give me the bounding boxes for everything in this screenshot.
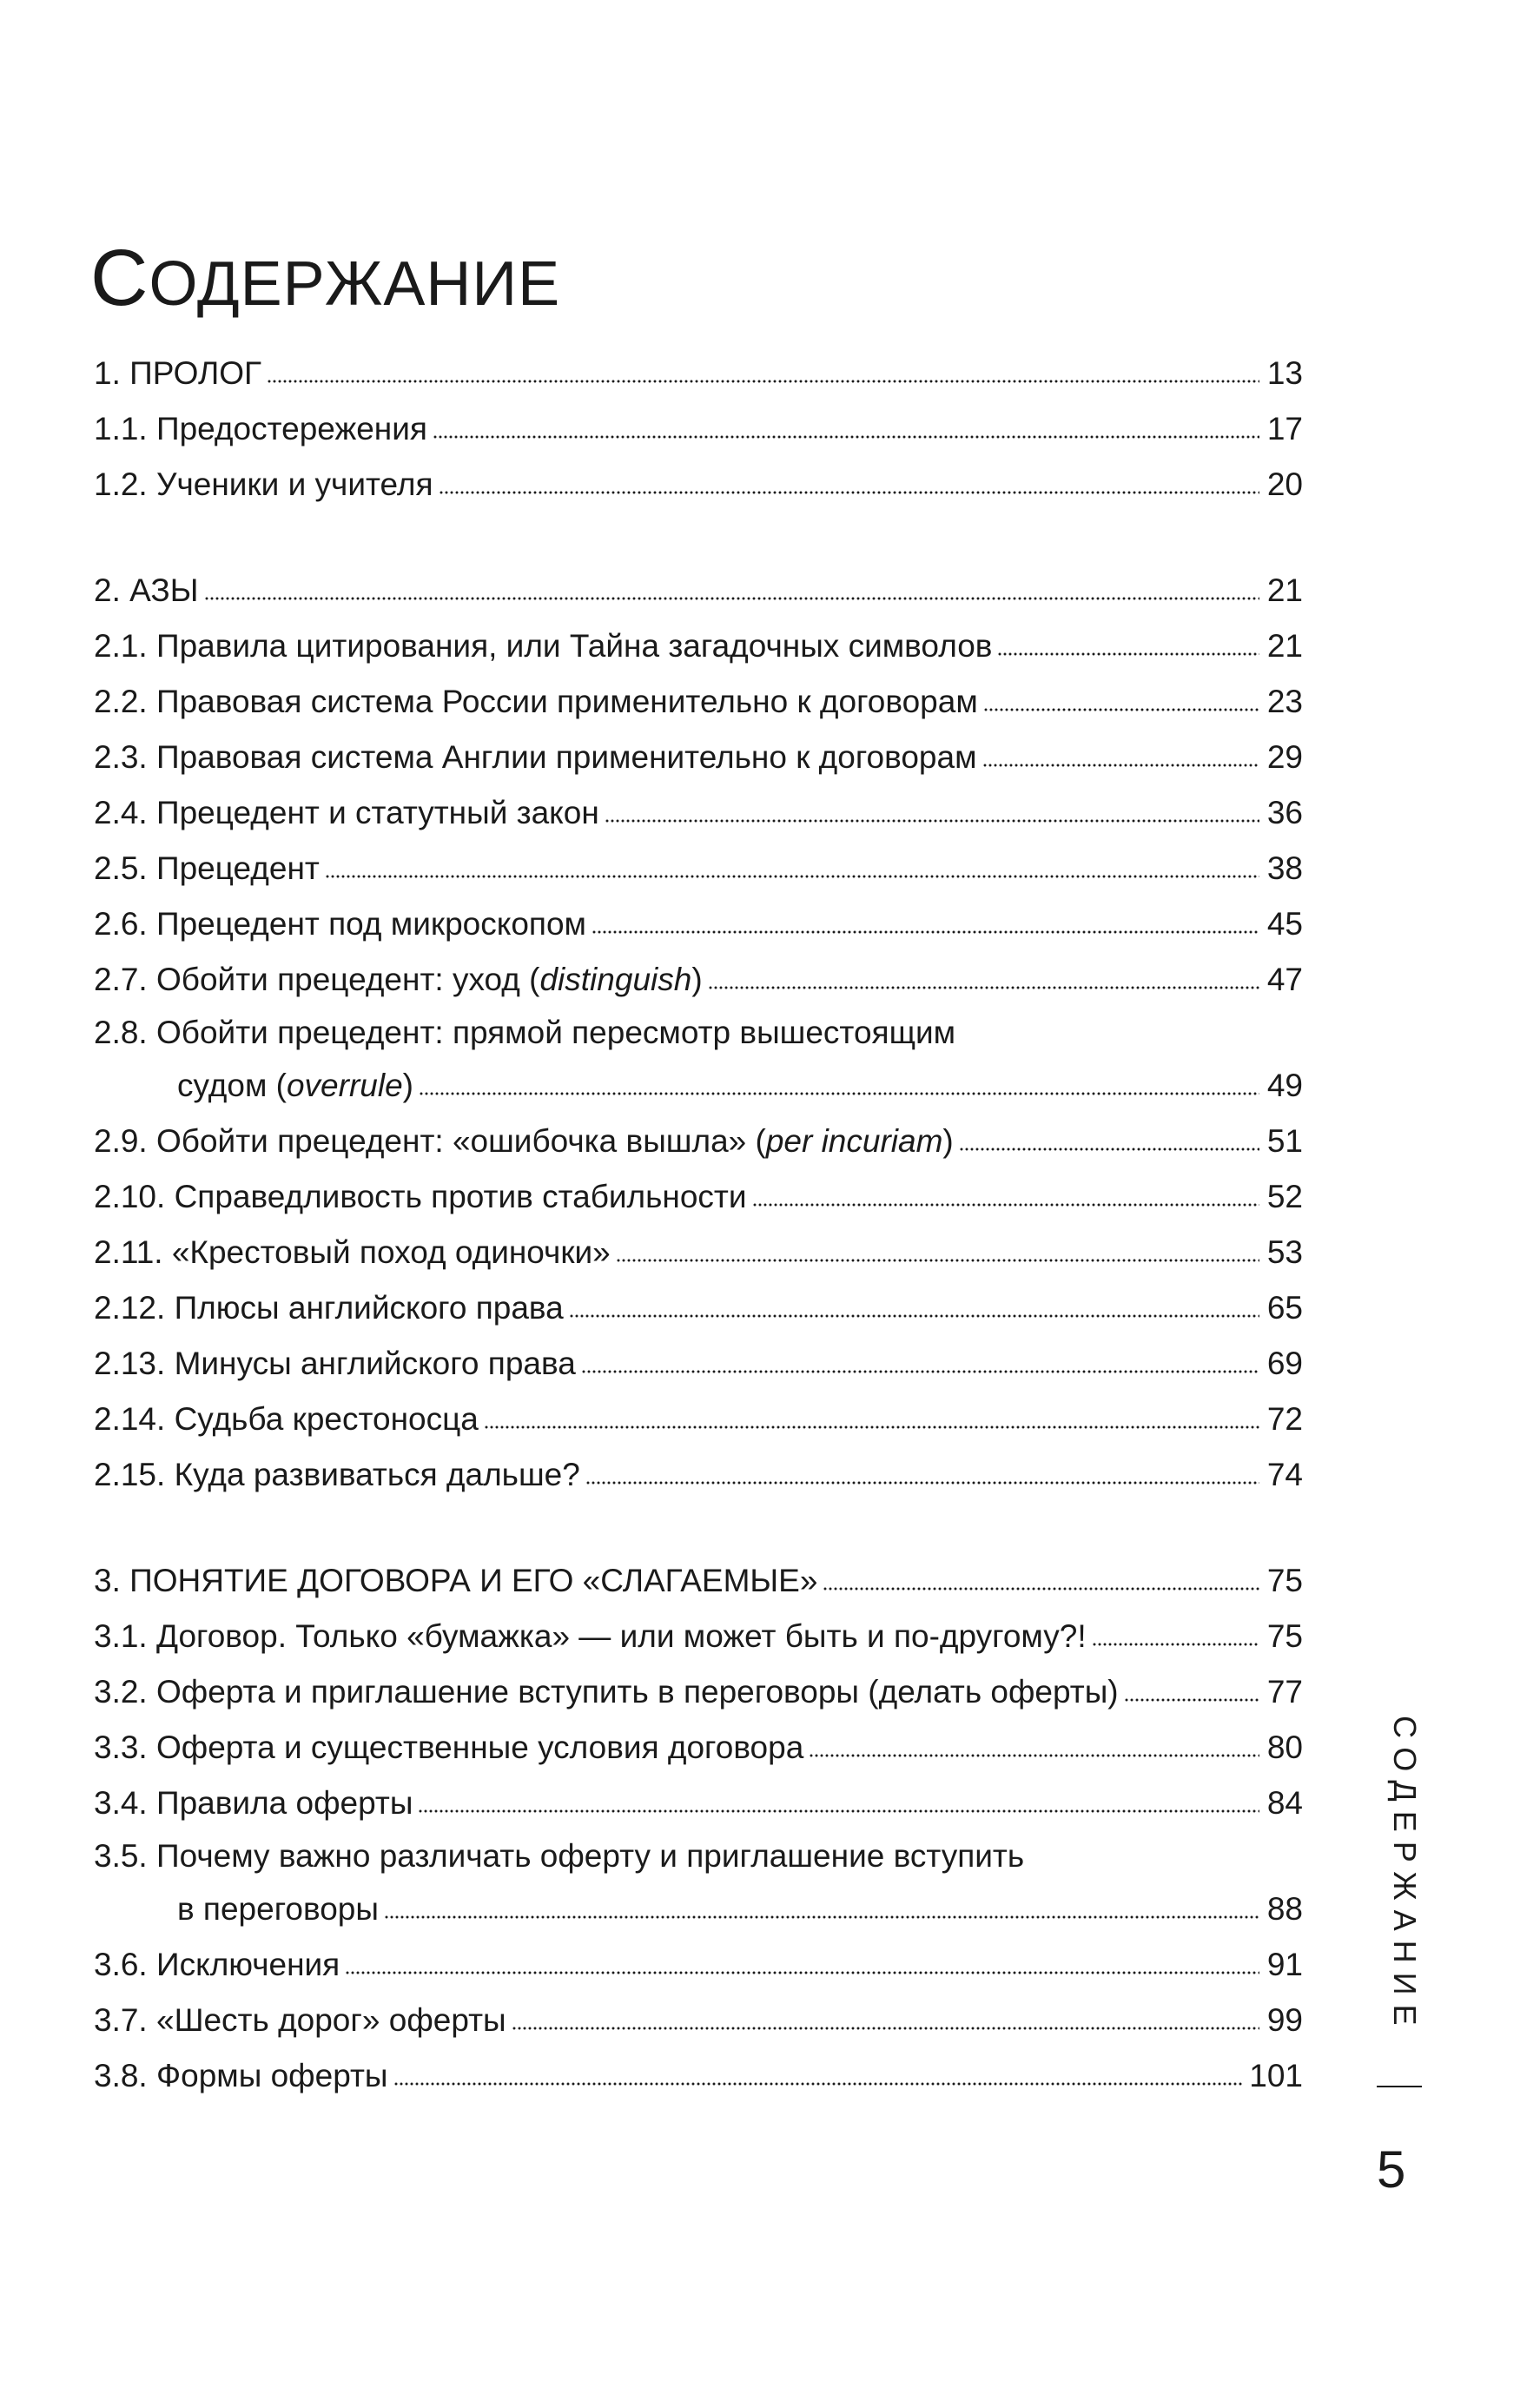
- dot-leader: [267, 380, 1259, 383]
- toc-section: [94, 346, 1303, 513]
- toc-entry: [94, 841, 1303, 896]
- toc-entry-title-part: 2.7. Обойти прецедент: уход (: [94, 962, 540, 997]
- toc-entry: [94, 346, 1303, 401]
- dot-leader: [384, 1915, 1259, 1919]
- dot-leader: [345, 1971, 1259, 1974]
- toc-entry-title: в переговоры: [177, 1891, 379, 1927]
- toc-entry: [94, 1169, 1303, 1225]
- toc-entry: [94, 1280, 1303, 1336]
- toc-entry-title: 3.2. Оферта и приглашение вступить в переговоры (делать оферты): [94, 1674, 1119, 1710]
- dot-leader: [325, 875, 1259, 878]
- dot-leader: [592, 930, 1259, 934]
- toc-entry: [94, 1336, 1303, 1392]
- toc-entry-page: 21: [1266, 628, 1303, 664]
- dot-leader: [585, 1481, 1259, 1485]
- dot-leader: [997, 652, 1259, 656]
- toc-entry: [94, 563, 1303, 618]
- toc-entry-page: 75: [1266, 1563, 1303, 1598]
- toc-entry-title-italic: overrule: [286, 1068, 403, 1103]
- toc-entry-page: 53: [1266, 1234, 1303, 1270]
- toc-entry-title: 3.4. Правила оферты: [94, 1785, 413, 1821]
- toc-entry-page: 80: [1266, 1730, 1303, 1765]
- toc-entry-page: 74: [1266, 1457, 1303, 1492]
- toc-entry-page: 51: [1266, 1123, 1303, 1159]
- toc-entry-page: 23: [1266, 684, 1303, 719]
- dot-leader: [439, 491, 1260, 494]
- toc-entry: [94, 2048, 1303, 2104]
- toc-entry-title: [177, 1058, 413, 1114]
- toc-entry-page: 21: [1266, 572, 1303, 608]
- toc-entry-title-italic: per incuriam: [765, 1123, 943, 1159]
- toc-entry-page: 52: [1266, 1179, 1303, 1214]
- toc-entry: [94, 1114, 1303, 1169]
- toc-entry-title: [94, 952, 703, 1008]
- dot-leader: [419, 1092, 1259, 1095]
- toc-entry-title: 2.12. Плюсы английского права: [94, 1290, 564, 1326]
- toc-entry: [94, 618, 1303, 674]
- dot-leader: [823, 1587, 1259, 1591]
- toc-entry: [94, 1008, 1303, 1114]
- toc-entry-page: 49: [1266, 1068, 1303, 1103]
- running-header-text: СОДЕРЖАНИЕ: [1387, 1716, 1423, 2035]
- dot-leader: [983, 708, 1259, 711]
- toc-entry: [94, 1225, 1303, 1280]
- dot-leader: [433, 435, 1259, 439]
- toc-section: [94, 563, 1303, 1503]
- page-number: 5: [1377, 2140, 1406, 2199]
- dot-leader: [809, 1754, 1259, 1757]
- toc-entry-title: [94, 1114, 954, 1169]
- toc-entry: [94, 401, 1303, 457]
- toc-entry-title: 2.2. Правовая система России применительно к договорам: [94, 684, 978, 719]
- toc-entry: [94, 1993, 1303, 2048]
- table-of-contents: [94, 346, 1303, 2154]
- toc-entry-line2: [94, 1882, 1303, 1937]
- dot-leader: [1092, 1643, 1259, 1646]
- toc-entry-title-line1: 2.8. Обойти прецедент: прямой пересмотр вышестоящим: [94, 1015, 956, 1050]
- toc-entry: [94, 1720, 1303, 1776]
- toc-entry-title-part: ): [942, 1123, 954, 1159]
- dot-leader: [204, 597, 1259, 600]
- toc-entry-page: 77: [1266, 1674, 1303, 1710]
- toc-entry-page: 69: [1266, 1346, 1303, 1381]
- toc-entry: [94, 1609, 1303, 1664]
- toc-entry-title: 3.7. «Шесть дорог» оферты: [94, 2002, 506, 2038]
- dot-leader: [605, 819, 1259, 823]
- toc-entry-title-part: ): [402, 1068, 413, 1103]
- toc-entry-title: 1. ПРОЛОГ: [94, 355, 262, 391]
- toc-entry: [94, 674, 1303, 730]
- dot-leader: [708, 986, 1259, 989]
- toc-entry-title: 3.6. Исключения: [94, 1947, 340, 1982]
- toc-entry-page: 84: [1266, 1785, 1303, 1821]
- page-title: [90, 233, 561, 322]
- toc-entry: [94, 785, 1303, 841]
- toc-entry: [94, 1937, 1303, 1993]
- toc-entry-title: 2. АЗЫ: [94, 572, 199, 608]
- toc-entry-title: 3.8. Формы оферты: [94, 2058, 388, 2093]
- page-number-rule: [1377, 2086, 1422, 2087]
- toc-entry-title: 2.1. Правила цитирования, или Тайна загадочных символов: [94, 628, 993, 664]
- toc-entry-line2: [94, 1058, 1303, 1114]
- toc-entry-page: 13: [1266, 355, 1303, 391]
- toc-entry-title-part: ): [691, 962, 703, 997]
- toc-entry-page: 36: [1266, 795, 1303, 830]
- toc-entry-title-part: 2.9. Обойти прецедент: «ошибочка вышла» (: [94, 1123, 766, 1159]
- toc-entry-page: 29: [1266, 739, 1303, 775]
- toc-entry: [94, 457, 1303, 513]
- toc-entry: [94, 1447, 1303, 1503]
- dot-leader: [569, 1314, 1259, 1318]
- dot-leader: [581, 1370, 1259, 1373]
- toc-entry-title: 2.14. Судьба крестоносца: [94, 1401, 479, 1437]
- toc-entry-page: 72: [1266, 1401, 1303, 1437]
- toc-entry: [94, 1664, 1303, 1720]
- toc-entry: [94, 896, 1303, 952]
- toc-entry-page: 75: [1266, 1618, 1303, 1654]
- toc-entry-page: 45: [1266, 906, 1303, 942]
- dot-leader: [393, 2082, 1245, 2086]
- toc-entry-page: 20: [1266, 466, 1303, 502]
- toc-section: [94, 1553, 1303, 2104]
- toc-entry: [94, 1392, 1303, 1447]
- toc-entry: [94, 1776, 1303, 1831]
- dot-leader: [512, 2027, 1259, 2030]
- toc-entry-title: 2.4. Прецедент и статутный закон: [94, 795, 599, 830]
- toc-entry-title: 2.13. Минусы английского права: [94, 1346, 576, 1381]
- toc-entry-title: 2.5. Прецедент: [94, 850, 320, 886]
- toc-entry: [94, 1553, 1303, 1609]
- toc-entry: [94, 952, 1303, 1008]
- toc-entry-title: 3.3. Оферта и существенные условия договора: [94, 1730, 804, 1765]
- toc-entry-page: 17: [1266, 411, 1303, 446]
- toc-entry-page: 65: [1266, 1290, 1303, 1326]
- toc-entry-title-line1: 3.5. Почему важно различать оферту и приглашение вступить: [94, 1838, 1025, 1874]
- dot-leader: [752, 1203, 1259, 1207]
- dot-leader: [959, 1148, 1259, 1151]
- toc-entry-page: 38: [1266, 850, 1303, 886]
- dot-leader: [616, 1259, 1259, 1262]
- toc-entry-page: 47: [1266, 962, 1303, 997]
- toc-entry-title-italic: distinguish: [539, 962, 692, 997]
- page-title-rest: ОДЕРЖАНИЕ: [149, 248, 561, 319]
- toc-entry: [94, 1831, 1303, 1937]
- toc-entry-title: 2.3. Правовая система Англии применительно к договорам: [94, 739, 977, 775]
- toc-entry: [94, 730, 1303, 785]
- running-header-vertical: [1387, 1716, 1449, 2035]
- toc-entry-page: 88: [1266, 1891, 1303, 1927]
- toc-entry-title: 3. ПОНЯТИЕ ДОГОВОРА И ЕГО «СЛАГАЕМЫЕ»: [94, 1563, 818, 1598]
- page-title-initial: С: [90, 233, 149, 322]
- dot-leader: [982, 764, 1259, 767]
- toc-entry-title-part: судом (: [177, 1068, 287, 1103]
- toc-entry-title: 2.11. «Крестовый поход одиночки»: [94, 1234, 611, 1270]
- toc-entry-title: 1.2. Ученики и учителя: [94, 466, 433, 502]
- dot-leader: [484, 1425, 1259, 1429]
- toc-entry-title: 1.1. Предостережения: [94, 411, 427, 446]
- toc-entry-page: 91: [1266, 1947, 1303, 1982]
- toc-entry-title: 2.10. Справедливость против стабильности: [94, 1179, 747, 1214]
- toc-entry-title: 2.15. Куда развиваться дальше?: [94, 1457, 580, 1492]
- toc-entry-page: 99: [1266, 2002, 1303, 2038]
- toc-entry-title: 3.1. Договор. Только «бумажка» — или может быть и по-другому?!: [94, 1618, 1087, 1654]
- toc-entry-title: 2.6. Прецедент под микроскопом: [94, 906, 586, 942]
- toc-entry-page: 101: [1249, 2058, 1303, 2093]
- dot-leader: [418, 1809, 1259, 1813]
- dot-leader: [1124, 1698, 1259, 1702]
